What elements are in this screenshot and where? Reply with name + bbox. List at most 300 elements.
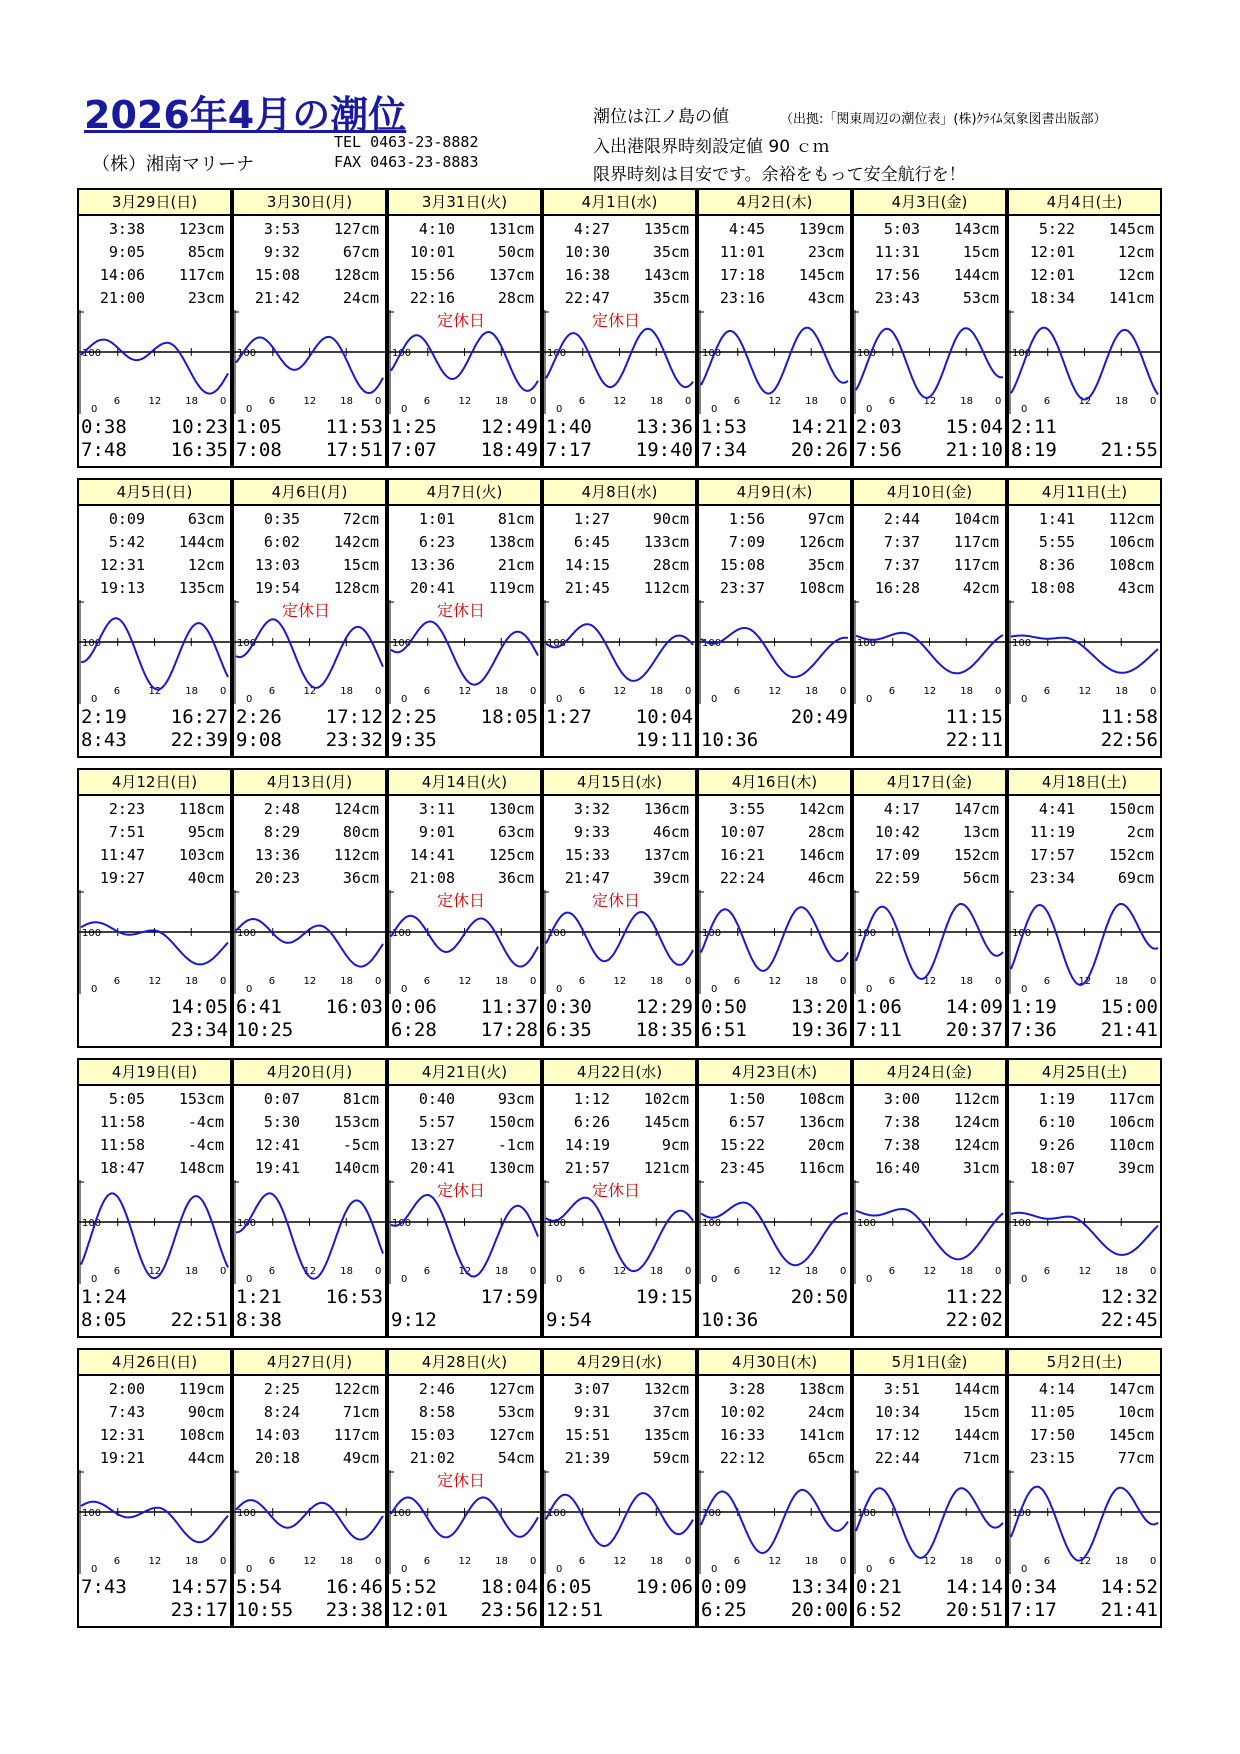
tide-time: 10:01	[409, 243, 455, 261]
hour-label-6: 6	[888, 686, 896, 697]
limit-row	[81, 1309, 228, 1332]
tide-row	[550, 554, 689, 577]
limit-times	[1011, 706, 1158, 754]
tide-row	[1015, 554, 1154, 577]
tide-table	[1009, 1376, 1160, 1470]
tide-row	[85, 821, 224, 844]
hour-label-6: 6	[423, 1266, 431, 1277]
tide-height: 143cm	[953, 220, 999, 238]
limit-time: 22:02	[945, 1309, 1003, 1331]
day-cell	[232, 478, 387, 758]
limit-row	[236, 729, 383, 752]
day-cell	[697, 1058, 852, 1338]
tide-time: 15:22	[719, 1136, 765, 1154]
hour-label-12: 12	[768, 976, 782, 987]
limit-time: 21:10	[945, 439, 1003, 461]
limit-row	[701, 996, 848, 1019]
tide-height: 44cm	[187, 1449, 224, 1467]
tide-height: 153cm	[178, 1090, 224, 1108]
day-cell	[697, 478, 852, 758]
tide-row	[240, 1111, 379, 1134]
tide-row	[85, 867, 224, 890]
tide-height: -4cm	[187, 1136, 224, 1154]
hour-label-18: 18	[340, 396, 353, 407]
day-date: 4月24日(金)	[854, 1060, 1005, 1086]
tide-height: 133cm	[643, 533, 689, 551]
level-label: 100	[547, 348, 567, 359]
zero-label: 0	[866, 1274, 873, 1284]
tide-height: 108cm	[178, 1426, 224, 1444]
limit-times	[546, 996, 693, 1044]
tide-row	[85, 798, 224, 821]
tide-time: 22:16	[409, 289, 455, 307]
hour-label-24: 0	[995, 976, 1002, 987]
level-label: 100	[547, 638, 567, 649]
tide-wave-chart	[854, 598, 1005, 704]
limit-row	[546, 1309, 693, 1332]
zero-label: 0	[1021, 984, 1028, 994]
limit-times	[391, 706, 538, 754]
limit-times	[546, 706, 693, 754]
tide-row	[240, 867, 379, 890]
tide-wave-chart	[544, 598, 695, 704]
hour-label-24: 0	[530, 976, 537, 987]
tide-time: 1:12	[573, 1090, 610, 1108]
hour-label-12: 12	[303, 396, 317, 407]
tide-time: 10:07	[719, 823, 765, 841]
tide-curve	[391, 1497, 538, 1537]
hour-label-24: 0	[375, 1556, 382, 1567]
limit-row	[236, 1286, 383, 1309]
day-date: 4月19日(日)	[79, 1060, 230, 1086]
tide-row	[860, 1111, 999, 1134]
tide-row	[860, 1424, 999, 1447]
tide-time: 16:38	[564, 266, 610, 284]
tide-time: 3:11	[418, 800, 455, 818]
hour-label-24: 0	[995, 686, 1002, 697]
hour-label-18: 18	[1115, 1556, 1128, 1567]
hour-label-12: 12	[148, 1266, 162, 1277]
tide-time: 1:27	[573, 510, 610, 528]
limit-row	[391, 439, 538, 462]
tide-time: 11:05	[1029, 1403, 1075, 1421]
tide-wave-chart	[699, 308, 850, 414]
hour-label-6: 6	[733, 1266, 741, 1277]
tide-row	[705, 1134, 844, 1157]
tide-time: 7:51	[108, 823, 145, 841]
limit-time: 19:40	[635, 439, 693, 461]
limit-row	[701, 1309, 848, 1332]
limit-time: 1:19	[1011, 996, 1057, 1018]
tide-curve	[236, 337, 383, 393]
limit-time: 21:41	[1100, 1599, 1158, 1621]
tide-time: 11:47	[99, 846, 145, 864]
tide-row	[705, 1447, 844, 1470]
tide-table	[1009, 506, 1160, 600]
tide-time: 5:42	[108, 533, 145, 551]
tide-curve	[81, 618, 228, 689]
tide-row	[395, 554, 534, 577]
limit-time: 1:05	[236, 416, 282, 438]
tide-row	[705, 1088, 844, 1111]
tide-row	[395, 821, 534, 844]
hour-label-6: 6	[423, 976, 431, 987]
tide-time: 9:31	[573, 1403, 610, 1421]
tide-row	[860, 1401, 999, 1424]
tide-height: 112cm	[643, 579, 689, 597]
day-cell	[852, 1348, 1007, 1628]
tide-height: 112cm	[1108, 510, 1154, 528]
day-cell	[697, 1348, 852, 1628]
tide-time: 7:37	[883, 533, 920, 551]
level-label: 100	[392, 928, 412, 939]
tide-height: 67cm	[342, 243, 379, 261]
zero-label: 0	[556, 1274, 563, 1284]
limit-row	[701, 416, 848, 439]
level-label: 100	[1012, 348, 1032, 359]
tide-height: 21cm	[497, 556, 534, 574]
tide-height: 117cm	[1108, 1090, 1154, 1108]
tide-row	[240, 531, 379, 554]
closed-day-label: 定休日	[437, 601, 486, 620]
tide-time: 23:37	[719, 579, 765, 597]
tide-time: 2:00	[108, 1380, 145, 1398]
tide-table	[699, 796, 850, 890]
tide-row	[550, 844, 689, 867]
hour-label-12: 12	[613, 976, 627, 987]
tide-wave-chart	[79, 1468, 230, 1574]
hour-label-18: 18	[495, 396, 508, 407]
limit-time: 12:29	[635, 996, 693, 1018]
hour-label-24: 0	[375, 396, 382, 407]
tide-row	[85, 1111, 224, 1134]
limit-time: 22:11	[945, 729, 1003, 751]
hour-label-18: 18	[650, 1266, 663, 1277]
tide-height: 50cm	[497, 243, 534, 261]
limit-time: 0:50	[701, 996, 747, 1018]
tide-row	[395, 1111, 534, 1134]
tide-time: 21:00	[99, 289, 145, 307]
tide-time: 17:57	[1029, 846, 1075, 864]
hour-label-18: 18	[960, 396, 973, 407]
level-label: 100	[392, 1508, 412, 1519]
tide-row	[395, 1424, 534, 1447]
tide-time: 3:00	[883, 1090, 920, 1108]
tide-time: 23:34	[1029, 869, 1075, 887]
tide-table	[79, 216, 230, 310]
limit-row	[236, 1019, 383, 1042]
day-cell	[387, 1058, 542, 1338]
tide-row	[1015, 821, 1154, 844]
tide-height: 103cm	[178, 846, 224, 864]
tide-height: 40cm	[187, 869, 224, 887]
level-label: 100	[1012, 1218, 1032, 1229]
tide-height: 23cm	[807, 243, 844, 261]
hour-label-24: 0	[840, 976, 847, 987]
tide-height: 23cm	[187, 289, 224, 307]
tide-time: 7:37	[883, 556, 920, 574]
level-label: 100	[392, 1218, 412, 1229]
hour-label-12: 12	[458, 396, 472, 407]
tide-time: 16:21	[719, 846, 765, 864]
tide-time: 21:42	[254, 289, 300, 307]
tide-row	[395, 1157, 534, 1180]
tide-time: 21:47	[564, 869, 610, 887]
tide-height: 117cm	[333, 1426, 379, 1444]
limit-time: 21:41	[1100, 1019, 1158, 1041]
limit-row	[546, 416, 693, 439]
tide-time: 19:13	[99, 579, 145, 597]
level-label: 100	[82, 928, 102, 939]
limit-row	[1011, 1309, 1158, 1332]
limit-time: 13:36	[635, 416, 693, 438]
limit-time: 18:04	[480, 1576, 538, 1598]
limit-time: 2:26	[236, 706, 282, 728]
limit-row	[81, 996, 228, 1019]
tide-time: 0:09	[108, 510, 145, 528]
tide-height: 24cm	[342, 289, 379, 307]
day-date: 4月28日(火)	[389, 1350, 540, 1376]
tide-curve	[546, 1198, 693, 1271]
limit-time: 14:57	[170, 1576, 228, 1598]
hour-label-12: 12	[923, 686, 937, 697]
tide-time: 6:57	[728, 1113, 765, 1131]
limit-time: 22:39	[170, 729, 228, 751]
tide-row	[1015, 1111, 1154, 1134]
tide-time: 21:02	[409, 1449, 455, 1467]
tide-time: 23:43	[874, 289, 920, 307]
hour-label-24: 0	[995, 396, 1002, 407]
tide-height: 59cm	[652, 1449, 689, 1467]
limit-time: 14:21	[790, 416, 848, 438]
tide-time: 1:41	[1038, 510, 1075, 528]
hour-label-18: 18	[1115, 686, 1128, 697]
tide-height: 152cm	[953, 846, 999, 864]
tide-height: 153cm	[333, 1113, 379, 1131]
day-cell	[232, 1348, 387, 1628]
limit-time: 12:49	[480, 416, 538, 438]
hour-label-18: 18	[650, 1556, 663, 1567]
tide-time: 15:56	[409, 266, 455, 284]
tide-time: 21:39	[564, 1449, 610, 1467]
tide-row	[705, 1378, 844, 1401]
limit-time: 6:25	[701, 1599, 747, 1621]
limit-row	[391, 1599, 538, 1622]
limit-times	[81, 1286, 228, 1334]
tide-height: 117cm	[178, 266, 224, 284]
day-date: 4月27日(月)	[234, 1350, 385, 1376]
hour-label-12: 12	[148, 396, 162, 407]
tide-curve	[701, 1203, 848, 1266]
tide-row	[1015, 844, 1154, 867]
tide-height: 142cm	[798, 800, 844, 818]
tide-table	[544, 796, 695, 890]
hour-label-12: 12	[613, 686, 627, 697]
tide-time: 3:07	[573, 1380, 610, 1398]
tide-time: 7:43	[108, 1403, 145, 1421]
tide-row	[85, 241, 224, 264]
tide-height: 80cm	[342, 823, 379, 841]
tide-time: 10:42	[874, 823, 920, 841]
source-citation: （出拠:「関東周辺の潮位表」(株)ｸﾗｲﾑ気象図書出版部）	[780, 112, 1107, 127]
limit-times	[701, 1286, 848, 1334]
day-date: 4月7日(火)	[389, 480, 540, 506]
day-cell	[387, 188, 542, 468]
tide-curve	[1011, 1487, 1158, 1561]
tide-height: 35cm	[652, 243, 689, 261]
day-date: 4月3日(金)	[854, 190, 1005, 216]
tide-time: 14:41	[409, 846, 455, 864]
limit-time: 12:32	[1100, 1286, 1158, 1308]
tide-height: 125cm	[488, 846, 534, 864]
limit-time: 0:06	[391, 996, 437, 1018]
hour-label-6: 6	[578, 1556, 586, 1567]
tide-row	[705, 218, 844, 241]
day-cell	[1007, 1348, 1162, 1628]
tide-row	[240, 287, 379, 310]
tide-height: 63cm	[187, 510, 224, 528]
day-cell	[852, 768, 1007, 1048]
tide-table	[544, 1376, 695, 1470]
hour-label-18: 18	[185, 396, 198, 407]
tide-row	[240, 1447, 379, 1470]
tide-time: 7:38	[883, 1113, 920, 1131]
tide-row	[85, 1447, 224, 1470]
tide-row	[860, 508, 999, 531]
limit-time: 1:27	[546, 706, 592, 728]
tide-height: 152cm	[1108, 846, 1154, 864]
limit-time: 12:51	[546, 1599, 604, 1621]
limit-time: 10:36	[701, 1309, 759, 1331]
day-date: 4月25日(土)	[1009, 1060, 1160, 1086]
tide-height: 136cm	[643, 800, 689, 818]
tide-height: -1cm	[497, 1136, 534, 1154]
tide-height: 93cm	[497, 1090, 534, 1108]
hour-label-18: 18	[960, 1266, 973, 1277]
limit-row	[236, 706, 383, 729]
tide-row	[240, 821, 379, 844]
hour-label-24: 0	[220, 686, 227, 697]
tide-height: 37cm	[652, 1403, 689, 1421]
tide-row	[85, 1088, 224, 1111]
tide-time: 22:59	[874, 869, 920, 887]
tide-height: 20cm	[807, 1136, 844, 1154]
closed-day-label: 定休日	[282, 601, 331, 620]
limit-times	[81, 996, 228, 1044]
hour-label-24: 0	[995, 1266, 1002, 1277]
limit-time: 9:54	[546, 1309, 592, 1331]
hour-label-12: 12	[458, 1556, 472, 1567]
tide-time: 15:33	[564, 846, 610, 864]
tide-curve	[1011, 328, 1158, 400]
tide-time: 4:10	[418, 220, 455, 238]
tide-time: 11:01	[719, 243, 765, 261]
tide-row	[860, 798, 999, 821]
zero-label: 0	[866, 694, 873, 704]
tide-time: 14:03	[254, 1426, 300, 1444]
tide-time: 17:50	[1029, 1426, 1075, 1444]
limit-time: 7:17	[1011, 1599, 1057, 1621]
tide-height: 136cm	[798, 1113, 844, 1131]
limit-times	[856, 1576, 1003, 1624]
tide-height: 49cm	[342, 1449, 379, 1467]
tide-height: 140cm	[333, 1159, 379, 1177]
limit-time: 9:12	[391, 1309, 437, 1331]
tide-row	[395, 1401, 534, 1424]
limit-time: 9:35	[391, 729, 437, 751]
limit-time: 16:27	[170, 706, 228, 728]
limit-row	[391, 1286, 538, 1309]
tide-table	[854, 796, 1005, 890]
tide-table	[544, 506, 695, 600]
limit-times	[546, 1576, 693, 1624]
tide-height: 117cm	[953, 533, 999, 551]
day-date: 4月15日(水)	[544, 770, 695, 796]
hour-label-6: 6	[1043, 396, 1051, 407]
level-label: 100	[82, 1218, 102, 1229]
tide-height: 2cm	[1126, 823, 1154, 841]
tide-time: 22:12	[719, 1449, 765, 1467]
limit-time: 22:56	[1100, 729, 1158, 751]
hour-label-24: 0	[375, 1266, 382, 1277]
level-label: 100	[82, 348, 102, 359]
level-label: 100	[237, 928, 257, 939]
limit-row	[1011, 706, 1158, 729]
tide-height: 108cm	[798, 579, 844, 597]
tide-height: 150cm	[488, 1113, 534, 1131]
hour-label-18: 18	[495, 686, 508, 697]
tide-row	[860, 1088, 999, 1111]
tide-height: 112cm	[953, 1090, 999, 1108]
limit-row	[81, 416, 228, 439]
level-label: 100	[1012, 638, 1032, 649]
tide-height: -4cm	[187, 1113, 224, 1131]
day-date: 3月31日(火)	[389, 190, 540, 216]
tide-curve	[391, 332, 538, 391]
tide-height: 28cm	[497, 289, 534, 307]
tide-height: 121cm	[643, 1159, 689, 1177]
zero-label: 0	[91, 1274, 98, 1284]
limit-time: 14:09	[945, 996, 1003, 1018]
hour-label-6: 6	[113, 686, 121, 697]
tide-row	[550, 1378, 689, 1401]
tide-row	[85, 531, 224, 554]
tide-row	[550, 1088, 689, 1111]
day-cell	[697, 768, 852, 1048]
limit-time: 16:46	[325, 1576, 383, 1598]
limit-time: 10:36	[701, 729, 759, 751]
tide-row	[395, 241, 534, 264]
tide-row	[860, 264, 999, 287]
tide-row	[85, 577, 224, 600]
limit-time: 16:53	[325, 1286, 383, 1308]
tide-wave-chart	[1009, 598, 1160, 704]
calendar-week	[77, 478, 1164, 768]
tide-height: 123cm	[178, 220, 224, 238]
tide-table	[1009, 1086, 1160, 1180]
tide-height: 141cm	[1108, 289, 1154, 307]
level-label: 100	[702, 348, 722, 359]
day-cell	[697, 188, 852, 468]
tide-wave-chart	[234, 308, 385, 414]
tide-table	[79, 1086, 230, 1180]
tide-time: 3:28	[728, 1380, 765, 1398]
day-date: 4月20日(月)	[234, 1060, 385, 1086]
hour-label-24: 0	[220, 976, 227, 987]
day-date: 4月17日(金)	[854, 770, 1005, 796]
tide-height: 143cm	[643, 266, 689, 284]
tide-table	[234, 1376, 385, 1470]
